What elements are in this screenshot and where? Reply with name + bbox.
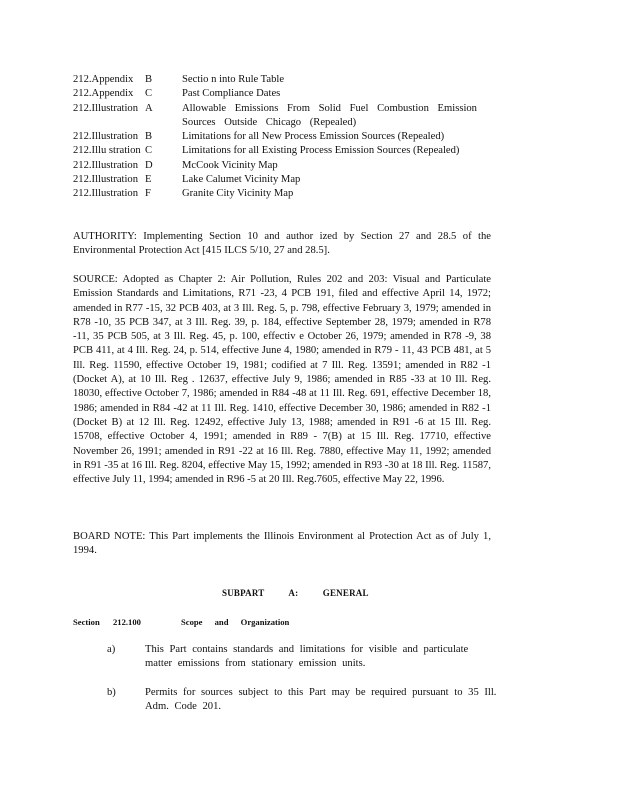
toc-row: [73, 159, 533, 173]
item-text: Permits for sources subject to this Part may be required pursuant to 35 Ill. Adm. Code 201.: [145, 687, 497, 713]
toc-number: 212.Illustration: [73, 131, 139, 143]
toc-row: [73, 73, 533, 87]
toc-letter: E: [145, 174, 152, 186]
toc-title: Allowable Emissions From Solid Fuel Combustion Emission Sources Outside Chicago (Repealed): [182, 102, 477, 128]
toc-letter: C: [145, 88, 153, 100]
item-marker: b): [107, 687, 116, 698]
toc-title: Limitations for all New Process Emission Sources (Repealed): [182, 131, 445, 143]
toc-letter: D: [145, 159, 153, 171]
toc-letter: B: [145, 74, 153, 85]
toc-letter: F: [145, 188, 151, 200]
subpart-label: SUBPART: [222, 588, 265, 598]
toc-title: Sectio n into Rule Table: [182, 74, 285, 85]
toc-number: 212.Illustration: [73, 102, 139, 114]
toc-number: 212.Illustration: [73, 174, 139, 186]
section-number: 212.100: [113, 617, 141, 627]
toc-row: [73, 130, 533, 144]
table-of-contents: [73, 73, 533, 202]
toc-title: Lake Calumet Vicinity Map: [182, 174, 301, 186]
item-text: This Part contains standards and limitations for visible and particulate matter emissions from stationary emission units.: [145, 644, 469, 670]
toc-title: Past Compliance Dates: [182, 88, 281, 100]
subpart-letter: A:: [288, 588, 299, 598]
toc-title: Granite City Vicinity Map: [182, 188, 294, 200]
toc-row: [73, 187, 533, 201]
toc-letter: B: [145, 131, 153, 143]
toc-row: [73, 173, 533, 187]
toc-letter: C: [145, 145, 153, 157]
toc-number: 212.Appendix: [73, 88, 134, 100]
toc-title: Limitations for all Existing Process Emission Sources (Repealed): [182, 145, 460, 157]
section-label: Section: [73, 617, 100, 627]
board-note-paragraph: BOARD NOTE: This Part implements the Illinois Environment al Protection Act as of July 1, 1994.: [73, 531, 491, 557]
source-paragraph: SOURCE: Adopted as Chapter 2: Air Pollution, Rules 202 and 203: Visual and Particulate Emission Standards and Limitations, R71 -23, 4 PCB 191, filed and effective April 14, 1972; amended in R77 -15, 32 PCB 403, at 3 Ill. Reg. 5, p. 798, effective February 3, 1979; amended in R78 -10, 35 PCB 347, at 3 Ill. Reg. 39, p. 184, effective September 28, 1979; amended in R78 -11, 35 PCB 505, at 3 Ill. Reg. 45, p. 100, effectiv e October 26, 1979; amended in R78 -9, 38 PCB 411, at 4 Ill. Reg. 24, p. 514, effective June 4, 1980; amended in R79 - 11, 43 PCB 481, at 5 Ill. Reg. 11590, effective October 19, 1981; codified at 7 Ill. Reg. 13591; amended in R82 -1 (Docket A), at 10 Ill. Reg . 12637, effective July 9, 1986; amended in R85 -33 at 10 Ill. Reg. 18030, effective October 7, 1986; amended in R84 -48 at 11 Ill. Reg. 691, effective December 18, 1986; amended in R84 -42 at 11 Ill. Reg. 1410, effective December 30, 1986; amended in R82 -1 (Docket B) at 12 Ill. Reg. 12492, effective July 13, 1988; amended in R91 -6 at 15 Ill. Reg. 15708, effective October 4, 1991; amended in R89 - 7(B) at 15 Ill. Reg. 17710, effective November 26, 1991; amended in R91 -22 at 16 Ill. Reg. 7880, effective May 11, 1992; amended in R91 -35 at 16 Ill. Reg. 8204, effective May 15, 1992; amended in R93 -30 at 18 Ill. Reg. 11587, effective July 11, 1994; amended in R96 -5 at 20 Ill. Reg.7605, effective May 22, 1996.: [73, 274, 491, 486]
toc-title: McCook Vicinity Map: [182, 159, 278, 171]
toc-number: 212.Appendix: [73, 74, 134, 85]
toc-number: 212.Illustration: [73, 188, 139, 200]
toc-letter: A: [145, 102, 153, 114]
toc-row: [73, 144, 533, 158]
toc-row: [73, 87, 533, 101]
section-title: Scope and Organization: [181, 617, 290, 627]
subpart-heading: [222, 588, 391, 598]
toc-number: 212.Illustration: [73, 159, 139, 171]
item-marker: a): [107, 644, 116, 655]
subpart-title: GENERAL: [322, 588, 369, 598]
toc-row: [73, 102, 533, 131]
toc-number: 212.Illu stration: [73, 145, 141, 157]
authority-paragraph: AUTHORITY: Implementing Section 10 and author ized by Section 27 and 28.5 of the Environmental Protection Act [415 ILCS 5/10, 27 and 28.5].: [73, 231, 491, 257]
